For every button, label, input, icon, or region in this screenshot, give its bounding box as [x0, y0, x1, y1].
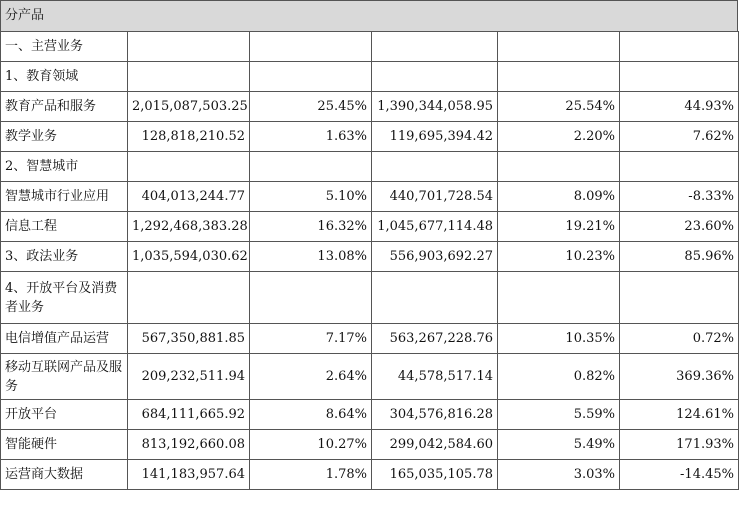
cell-prev-share: 19.21%	[498, 212, 620, 242]
table-row	[1, 242, 739, 272]
cell-revenue-share: 13.08%	[250, 242, 372, 272]
table-row	[1, 122, 739, 152]
cell-revenue	[128, 62, 250, 92]
cell-change: -14.45%	[620, 460, 739, 490]
cell-prev-revenue	[372, 62, 498, 92]
cell-revenue-share: 7.17%	[250, 324, 372, 354]
table-row	[1, 324, 739, 354]
row-label: 一、主营业务	[1, 32, 128, 62]
cell-revenue: 209,232,511.94	[128, 354, 250, 400]
cell-change	[620, 272, 739, 324]
cell-prev-revenue: 165,035,105.78	[372, 460, 498, 490]
cell-revenue-share	[250, 152, 372, 182]
row-label: 2、智慧城市	[1, 152, 128, 182]
cell-revenue-share: 25.45%	[250, 92, 372, 122]
cell-revenue-share: 2.64%	[250, 354, 372, 400]
table-row	[1, 430, 739, 460]
cell-prev-share: 10.23%	[498, 242, 620, 272]
cell-prev-share: 10.35%	[498, 324, 620, 354]
cell-revenue-share: 10.27%	[250, 430, 372, 460]
cell-revenue: 141,183,957.64	[128, 460, 250, 490]
cell-prev-revenue: 440,701,728.54	[372, 182, 498, 212]
cell-change	[620, 62, 739, 92]
table-row	[1, 354, 739, 400]
table-row	[1, 460, 739, 490]
cell-change: 124.61%	[620, 400, 739, 430]
table-row	[1, 272, 739, 324]
cell-revenue	[128, 272, 250, 324]
cell-revenue-share	[250, 32, 372, 62]
cell-revenue: 128,818,210.52	[128, 122, 250, 152]
cell-prev-revenue: 556,903,692.27	[372, 242, 498, 272]
row-label: 教学业务	[1, 122, 128, 152]
cell-revenue: 684,111,665.92	[128, 400, 250, 430]
cell-revenue: 1,292,468,383.28	[128, 212, 250, 242]
cell-prev-share: 5.59%	[498, 400, 620, 430]
row-label: 移动互联网产品及服务	[1, 354, 128, 400]
section-header: 分产品	[0, 0, 738, 32]
row-label: 4、开放平台及消费者业务	[1, 272, 128, 324]
cell-prev-revenue	[372, 32, 498, 62]
row-label: 智能硬件	[1, 430, 128, 460]
cell-change	[620, 152, 739, 182]
cell-revenue-share	[250, 62, 372, 92]
row-label: 教育产品和服务	[1, 92, 128, 122]
product-table	[0, 31, 739, 490]
table-row	[1, 182, 739, 212]
cell-prev-share: 3.03%	[498, 460, 620, 490]
cell-prev-share: 5.49%	[498, 430, 620, 460]
cell-prev-revenue: 1,045,677,114.48	[372, 212, 498, 242]
table-row	[1, 212, 739, 242]
row-label: 1、教育领域	[1, 62, 128, 92]
cell-prev-share	[498, 152, 620, 182]
cell-revenue-share: 1.78%	[250, 460, 372, 490]
cell-revenue: 1,035,594,030.62	[128, 242, 250, 272]
cell-revenue-share: 16.32%	[250, 212, 372, 242]
row-label: 开放平台	[1, 400, 128, 430]
cell-revenue: 404,013,244.77	[128, 182, 250, 212]
cell-change: 85.96%	[620, 242, 739, 272]
cell-revenue: 567,350,881.85	[128, 324, 250, 354]
row-label: 智慧城市行业应用	[1, 182, 128, 212]
cell-change: 0.72%	[620, 324, 739, 354]
cell-revenue-share	[250, 272, 372, 324]
cell-change: 23.60%	[620, 212, 739, 242]
cell-revenue	[128, 152, 250, 182]
cell-change: 7.62%	[620, 122, 739, 152]
cell-change: -8.33%	[620, 182, 739, 212]
cell-revenue	[128, 32, 250, 62]
table-row	[1, 92, 739, 122]
cell-change: 369.36%	[620, 354, 739, 400]
cell-change: 171.93%	[620, 430, 739, 460]
cell-prev-revenue: 119,695,394.42	[372, 122, 498, 152]
row-label: 3、政法业务	[1, 242, 128, 272]
cell-prev-share	[498, 62, 620, 92]
cell-prev-share: 2.20%	[498, 122, 620, 152]
cell-prev-revenue	[372, 272, 498, 324]
cell-prev-revenue: 44,578,517.14	[372, 354, 498, 400]
cell-prev-revenue	[372, 152, 498, 182]
cell-revenue-share: 5.10%	[250, 182, 372, 212]
cell-prev-revenue: 304,576,816.28	[372, 400, 498, 430]
cell-revenue-share: 1.63%	[250, 122, 372, 152]
row-label: 运营商大数据	[1, 460, 128, 490]
cell-prev-share	[498, 32, 620, 62]
cell-prev-share: 25.54%	[498, 92, 620, 122]
cell-prev-revenue: 563,267,228.76	[372, 324, 498, 354]
cell-change	[620, 32, 739, 62]
cell-prev-share: 8.09%	[498, 182, 620, 212]
cell-change: 44.93%	[620, 92, 739, 122]
row-label: 信息工程	[1, 212, 128, 242]
cell-revenue: 813,192,660.08	[128, 430, 250, 460]
cell-prev-revenue: 1,390,344,058.95	[372, 92, 498, 122]
table-row	[1, 400, 739, 430]
cell-prev-share	[498, 272, 620, 324]
table-row	[1, 152, 739, 182]
row-label: 电信增值产品运营	[1, 324, 128, 354]
cell-revenue: 2,015,087,503.25	[128, 92, 250, 122]
table-row	[1, 62, 739, 92]
table-row	[1, 32, 739, 62]
cell-prev-share: 0.82%	[498, 354, 620, 400]
cell-revenue-share: 8.64%	[250, 400, 372, 430]
cell-prev-revenue: 299,042,584.60	[372, 430, 498, 460]
